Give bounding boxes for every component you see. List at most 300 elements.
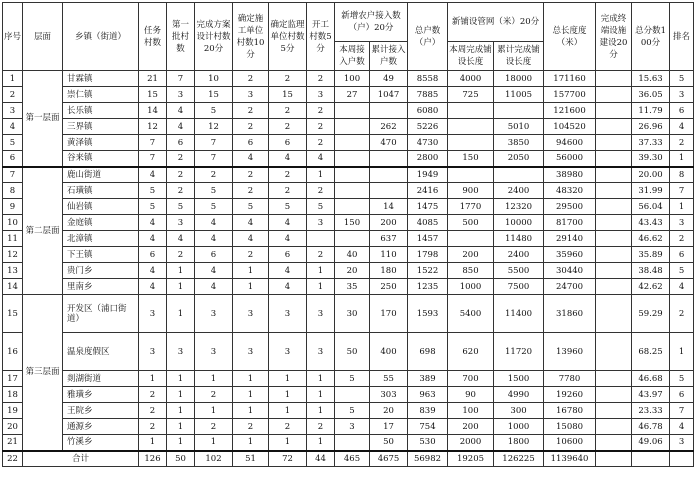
tasks-cell: 2 <box>139 419 167 435</box>
total-households-cell: 389 <box>408 371 448 387</box>
header-new-access-group: 新增农户接入数（户）20分 <box>335 3 408 42</box>
construction-unit-cell: 1 <box>233 435 269 451</box>
table-row <box>3 403 694 419</box>
cum-access-cell: 20 <box>370 403 408 419</box>
cum-pipe-cell: 2400 <box>494 183 544 199</box>
town-cell: 北漳镇 <box>63 231 139 247</box>
week-pipe-cell <box>448 231 494 247</box>
week-access-cell: 40 <box>335 247 370 263</box>
design-done-cell: 5 <box>195 199 233 215</box>
rank-cell: 5 <box>670 71 694 87</box>
first-batch-total-cell: 50 <box>167 451 195 467</box>
design-done-cell: 3 <box>195 295 233 333</box>
started-cell: 2 <box>307 419 335 435</box>
total-length-cell: 24700 <box>544 279 596 295</box>
header-terminal: 完成终端设施建设20分 <box>596 3 632 71</box>
town-cell: 三界镇 <box>63 119 139 135</box>
week-pipe-cell: 725 <box>448 87 494 103</box>
started-cell: 3 <box>307 295 335 333</box>
started-cell: 3 <box>307 215 335 231</box>
started-cell: 3 <box>307 333 335 371</box>
rank-cell: 2 <box>670 295 694 333</box>
total-length-total-cell: 1139640 <box>544 451 596 467</box>
rank-cell: 4 <box>670 419 694 435</box>
header-layer: 层面 <box>23 3 63 71</box>
terminal-cell <box>596 183 632 199</box>
terminal-cell <box>596 279 632 295</box>
tasks-cell: 2 <box>139 387 167 403</box>
seq-cell: 14 <box>3 279 23 295</box>
town-cell: 雅璜乡 <box>63 387 139 403</box>
week-pipe-cell: 200 <box>448 247 494 263</box>
cum-access-cell <box>370 103 408 119</box>
construction-unit-total-cell: 51 <box>233 451 269 467</box>
header-week-pipe: 本周完成铺设长度 <box>448 42 494 71</box>
score-cell: 26.96 <box>632 119 670 135</box>
cum-pipe-total-cell: 126225 <box>494 451 544 467</box>
supervision-unit-cell: 1 <box>269 371 307 387</box>
tasks-cell: 15 <box>139 87 167 103</box>
seq-cell: 9 <box>3 199 23 215</box>
design-done-cell: 7 <box>195 135 233 151</box>
total-length-cell: 29500 <box>544 199 596 215</box>
first-batch-cell: 3 <box>167 215 195 231</box>
rank-cell: 4 <box>670 279 694 295</box>
total-households-cell: 754 <box>408 419 448 435</box>
score-cell: 56.04 <box>632 199 670 215</box>
cum-pipe-cell: 11005 <box>494 87 544 103</box>
construction-unit-cell: 5 <box>233 199 269 215</box>
score-total-cell <box>632 451 670 467</box>
cum-pipe-cell: 11400 <box>494 295 544 333</box>
header-construction-unit: 确定施工单位村数10分 <box>233 3 269 71</box>
score-cell: 43.97 <box>632 387 670 403</box>
terminal-cell <box>596 71 632 87</box>
total-households-cell: 698 <box>408 333 448 371</box>
tasks-cell: 6 <box>139 247 167 263</box>
week-pipe-cell <box>448 167 494 183</box>
supervision-unit-cell: 4 <box>269 215 307 231</box>
table-row <box>3 151 694 167</box>
week-access-cell <box>335 151 370 167</box>
cum-pipe-cell: 11720 <box>494 333 544 371</box>
table-row <box>3 263 694 279</box>
cum-access-cell <box>370 167 408 183</box>
seq-cell: 8 <box>3 183 23 199</box>
week-access-cell <box>335 387 370 403</box>
total-length-cell: 10600 <box>544 435 596 451</box>
header-score: 总分数100分 <box>632 3 670 71</box>
total-length-cell: 81700 <box>544 215 596 231</box>
score-cell: 11.79 <box>632 103 670 119</box>
total-households-cell: 1235 <box>408 279 448 295</box>
total-households-cell: 1475 <box>408 199 448 215</box>
seq-cell: 2 <box>3 87 23 103</box>
construction-unit-cell: 2 <box>233 183 269 199</box>
cum-access-cell: 262 <box>370 119 408 135</box>
header-total-households: 总户数（户） <box>408 3 448 71</box>
table-row <box>3 215 694 231</box>
total-length-cell: 30440 <box>544 263 596 279</box>
cum-pipe-cell: 1500 <box>494 371 544 387</box>
week-pipe-cell: 900 <box>448 183 494 199</box>
rank-cell: 6 <box>670 247 694 263</box>
cum-access-cell: 14 <box>370 199 408 215</box>
total-length-cell: 16780 <box>544 403 596 419</box>
construction-unit-cell: 1 <box>233 263 269 279</box>
week-pipe-cell: 200 <box>448 419 494 435</box>
table-row <box>3 295 694 333</box>
terminal-total-cell <box>596 451 632 467</box>
design-done-total-cell: 102 <box>195 451 233 467</box>
seq-cell: 17 <box>3 371 23 387</box>
design-done-cell: 7 <box>195 151 233 167</box>
week-pipe-cell: 700 <box>448 371 494 387</box>
town-cell: 长乐镇 <box>63 103 139 119</box>
tasks-total-cell: 126 <box>139 451 167 467</box>
terminal-cell <box>596 215 632 231</box>
seq-cell: 7 <box>3 167 23 183</box>
rank-cell: 1 <box>670 199 694 215</box>
started-cell: 1 <box>307 263 335 279</box>
cum-access-cell: 303 <box>370 387 408 403</box>
town-cell: 王院乡 <box>63 403 139 419</box>
total-households-cell: 2416 <box>408 183 448 199</box>
header-total-length: 总长度度（米） <box>544 3 596 71</box>
score-cell: 49.06 <box>632 435 670 451</box>
first-batch-cell: 6 <box>167 135 195 151</box>
started-cell: 1 <box>307 435 335 451</box>
design-done-cell: 1 <box>195 435 233 451</box>
cum-access-cell: 50 <box>370 435 408 451</box>
score-cell: 46.68 <box>632 371 670 387</box>
first-batch-cell: 1 <box>167 371 195 387</box>
construction-unit-cell: 2 <box>233 247 269 263</box>
total-households-cell: 1798 <box>408 247 448 263</box>
week-access-cell: 30 <box>335 295 370 333</box>
first-batch-cell: 7 <box>167 71 195 87</box>
started-cell: 1 <box>307 387 335 403</box>
cum-access-cell: 1047 <box>370 87 408 103</box>
tasks-cell: 21 <box>139 71 167 87</box>
design-done-cell: 1 <box>195 371 233 387</box>
seq-cell: 15 <box>3 295 23 333</box>
header-pipe-group: 新铺设管网（米）20分 <box>448 3 544 42</box>
seq-cell: 5 <box>3 135 23 151</box>
started-cell: 4 <box>307 151 335 167</box>
week-pipe-cell: 2000 <box>448 435 494 451</box>
score-cell: 15.63 <box>632 71 670 87</box>
started-cell <box>307 231 335 247</box>
total-households-cell: 1522 <box>408 263 448 279</box>
tasks-cell: 12 <box>139 119 167 135</box>
header-started: 开工村数5分 <box>307 3 335 71</box>
construction-unit-cell: 3 <box>233 295 269 333</box>
town-cell: 温泉度假区 <box>63 333 139 371</box>
week-access-cell <box>335 199 370 215</box>
score-cell: 39.30 <box>632 151 670 167</box>
cum-pipe-cell <box>494 167 544 183</box>
rank-cell: 1 <box>670 151 694 167</box>
score-cell: 68.25 <box>632 333 670 371</box>
cum-pipe-cell: 2050 <box>494 151 544 167</box>
supervision-unit-cell: 1 <box>269 435 307 451</box>
score-cell: 31.99 <box>632 183 670 199</box>
first-batch-cell: 2 <box>167 167 195 183</box>
first-batch-cell: 2 <box>167 183 195 199</box>
supervision-unit-cell: 15 <box>269 87 307 103</box>
week-pipe-cell: 850 <box>448 263 494 279</box>
terminal-cell <box>596 387 632 403</box>
supervision-unit-cell: 4 <box>269 151 307 167</box>
rank-cell: 7 <box>670 183 694 199</box>
rank-cell: 7 <box>670 403 694 419</box>
design-done-cell: 2 <box>195 419 233 435</box>
score-cell: 38.48 <box>632 263 670 279</box>
design-done-cell: 4 <box>195 215 233 231</box>
cum-pipe-cell: 4990 <box>494 387 544 403</box>
seq-cell: 11 <box>3 231 23 247</box>
rank-cell: 2 <box>670 231 694 247</box>
tasks-cell: 4 <box>139 215 167 231</box>
cum-access-cell: 17 <box>370 419 408 435</box>
construction-unit-cell: 2 <box>233 419 269 435</box>
seq-cell: 3 <box>3 103 23 119</box>
week-pipe-cell: 90 <box>448 387 494 403</box>
seq-cell: 1 <box>3 71 23 87</box>
seq-cell: 12 <box>3 247 23 263</box>
score-cell: 20.00 <box>632 167 670 183</box>
total-households-cell: 839 <box>408 403 448 419</box>
seq-cell: 21 <box>3 435 23 451</box>
tasks-cell: 14 <box>139 103 167 119</box>
design-done-cell: 6 <box>195 247 233 263</box>
week-access-cell: 3 <box>335 419 370 435</box>
table-row <box>3 119 694 135</box>
town-cell: 竹溪乡 <box>63 435 139 451</box>
design-done-cell: 10 <box>195 71 233 87</box>
table-row <box>3 199 694 215</box>
rank-cell: 8 <box>670 167 694 183</box>
week-pipe-cell: 1000 <box>448 279 494 295</box>
rank-cell: 2 <box>670 135 694 151</box>
terminal-cell <box>596 135 632 151</box>
town-cell: 仙岩镇 <box>63 199 139 215</box>
total-households-cell: 1949 <box>408 167 448 183</box>
cum-pipe-cell: 1000 <box>494 419 544 435</box>
week-access-cell: 150 <box>335 215 370 231</box>
design-done-cell: 5 <box>195 103 233 119</box>
construction-unit-cell: 6 <box>233 135 269 151</box>
town-cell: 里南乡 <box>63 279 139 295</box>
cum-access-cell <box>370 183 408 199</box>
table-row <box>3 135 694 151</box>
total-length-cell: 19260 <box>544 387 596 403</box>
town-cell: 下王镇 <box>63 247 139 263</box>
week-pipe-total-cell: 19205 <box>448 451 494 467</box>
header-row <box>3 3 694 42</box>
terminal-cell <box>596 419 632 435</box>
started-cell: 2 <box>307 103 335 119</box>
header-tasks: 任务村数 <box>139 3 167 71</box>
tasks-cell: 5 <box>139 183 167 199</box>
supervision-unit-cell: 2 <box>269 183 307 199</box>
first-batch-cell: 3 <box>167 333 195 371</box>
week-access-cell: 20 <box>335 263 370 279</box>
layer-cell: 第三层面 <box>23 295 63 451</box>
terminal-cell <box>596 295 632 333</box>
terminal-cell <box>596 403 632 419</box>
design-done-cell: 4 <box>195 279 233 295</box>
started-cell: 1 <box>307 371 335 387</box>
rank-total-cell <box>670 451 694 467</box>
progress-table <box>2 2 694 467</box>
started-cell: 2 <box>307 135 335 151</box>
table-row <box>3 87 694 103</box>
terminal-cell <box>596 247 632 263</box>
cum-access-cell: 55 <box>370 371 408 387</box>
seq-cell: 18 <box>3 387 23 403</box>
total-households-cell: 7885 <box>408 87 448 103</box>
cum-pipe-cell: 12320 <box>494 199 544 215</box>
total-length-cell: 13960 <box>544 333 596 371</box>
table-body <box>3 71 694 467</box>
week-pipe-cell: 4000 <box>448 71 494 87</box>
construction-unit-cell: 4 <box>233 215 269 231</box>
total-length-cell: 157700 <box>544 87 596 103</box>
town-cell: 通源乡 <box>63 419 139 435</box>
first-batch-cell: 1 <box>167 435 195 451</box>
supervision-unit-cell: 1 <box>269 403 307 419</box>
table-row <box>3 231 694 247</box>
header-design-done: 完成方案设计村数20分 <box>195 3 233 71</box>
table-row <box>3 247 694 263</box>
design-done-cell: 15 <box>195 87 233 103</box>
total-households-cell: 5226 <box>408 119 448 135</box>
town-cell: 甘霖镇 <box>63 71 139 87</box>
cum-pipe-cell: 10000 <box>494 215 544 231</box>
supervision-unit-cell: 6 <box>269 135 307 151</box>
total-households-cell: 963 <box>408 387 448 403</box>
construction-unit-cell: 1 <box>233 387 269 403</box>
first-batch-cell: 1 <box>167 279 195 295</box>
total-length-cell: 171160 <box>544 71 596 87</box>
design-done-cell: 3 <box>195 333 233 371</box>
town-cell: 石璜镇 <box>63 183 139 199</box>
supervision-unit-cell: 2 <box>269 71 307 87</box>
total-households-cell: 530 <box>408 435 448 451</box>
cum-pipe-cell: 7500 <box>494 279 544 295</box>
started-cell: 1 <box>307 279 335 295</box>
terminal-cell <box>596 371 632 387</box>
construction-unit-cell: 1 <box>233 403 269 419</box>
terminal-cell <box>596 119 632 135</box>
score-cell: 36.05 <box>632 87 670 103</box>
seq-cell: 19 <box>3 403 23 419</box>
supervision-unit-cell: 2 <box>269 119 307 135</box>
first-batch-cell: 1 <box>167 295 195 333</box>
tasks-cell: 5 <box>139 199 167 215</box>
terminal-cell <box>596 103 632 119</box>
seq-cell: 4 <box>3 119 23 135</box>
town-cell: 剡湖街道 <box>63 371 139 387</box>
started-cell: 1 <box>307 403 335 419</box>
total-length-cell: 15080 <box>544 419 596 435</box>
header-cum-pipe: 累计完成铺设长度 <box>494 42 544 71</box>
design-done-cell: 4 <box>195 231 233 247</box>
tasks-cell: 3 <box>139 295 167 333</box>
cum-access-cell: 470 <box>370 135 408 151</box>
cum-pipe-cell: 5010 <box>494 119 544 135</box>
cum-access-total-cell: 4675 <box>370 451 408 467</box>
seq-cell: 22 <box>3 451 23 467</box>
tasks-cell: 4 <box>139 263 167 279</box>
cum-access-cell: 49 <box>370 71 408 87</box>
week-access-cell: 5 <box>335 371 370 387</box>
week-access-cell <box>335 167 370 183</box>
construction-unit-cell: 3 <box>233 87 269 103</box>
score-cell: 23.33 <box>632 403 670 419</box>
construction-unit-cell: 2 <box>233 167 269 183</box>
supervision-unit-cell: 2 <box>269 419 307 435</box>
total-households-cell: 1457 <box>408 231 448 247</box>
table-row <box>3 371 694 387</box>
header-cum-access: 累计接入户数 <box>370 42 408 71</box>
town-cell: 鹿山街道 <box>63 167 139 183</box>
rank-cell: 5 <box>670 371 694 387</box>
supervision-unit-cell: 5 <box>269 199 307 215</box>
score-cell: 37.33 <box>632 135 670 151</box>
construction-unit-cell: 4 <box>233 231 269 247</box>
table-row <box>3 167 694 183</box>
design-done-cell: 2 <box>195 167 233 183</box>
started-cell: 2 <box>307 183 335 199</box>
total-length-cell: 35960 <box>544 247 596 263</box>
total-label: 合计 <box>23 451 139 467</box>
rank-cell: 3 <box>670 87 694 103</box>
supervision-unit-cell: 6 <box>269 247 307 263</box>
tasks-cell: 1 <box>139 435 167 451</box>
cum-access-cell: 110 <box>370 247 408 263</box>
tasks-cell: 4 <box>139 167 167 183</box>
rank-cell: 3 <box>670 435 694 451</box>
week-access-cell: 35 <box>335 279 370 295</box>
first-batch-cell: 4 <box>167 103 195 119</box>
rank-cell: 5 <box>670 263 694 279</box>
week-access-cell <box>335 135 370 151</box>
construction-unit-cell: 1 <box>233 371 269 387</box>
cum-pipe-cell: 2400 <box>494 247 544 263</box>
total-length-cell: 56000 <box>544 151 596 167</box>
first-batch-cell: 4 <box>167 231 195 247</box>
cum-pipe-cell <box>494 103 544 119</box>
started-cell: 2 <box>307 119 335 135</box>
supervision-unit-cell: 3 <box>269 295 307 333</box>
supervision-unit-cell: 4 <box>269 231 307 247</box>
table-row <box>3 71 694 87</box>
table-row <box>3 183 694 199</box>
total-length-cell: 48320 <box>544 183 596 199</box>
score-cell: 59.29 <box>632 295 670 333</box>
table-row <box>3 435 694 451</box>
seq-cell: 10 <box>3 215 23 231</box>
design-done-cell: 5 <box>195 183 233 199</box>
rank-cell: 1 <box>670 333 694 371</box>
total-households-cell: 8558 <box>408 71 448 87</box>
supervision-unit-cell: 4 <box>269 279 307 295</box>
started-cell: 5 <box>307 199 335 215</box>
seq-cell: 16 <box>3 333 23 371</box>
